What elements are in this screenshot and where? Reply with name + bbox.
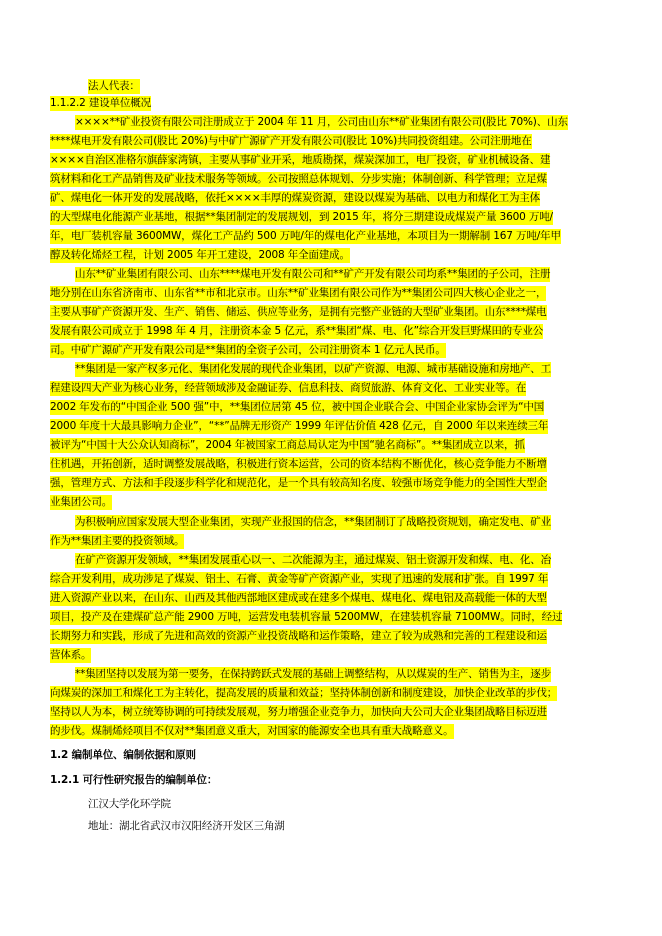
paragraph-line: 为积极响应国家发展大型企业集团，实现产业报国的信念，**集团制订了战略投资规划，确定发电、矿业	[75, 516, 551, 528]
paragraph-line: ××××自治区准格尔旗薛家湾镇，主要从事矿业开采，地质勘探，煤炭深加工，电厂投资，矿业机械设备、建	[50, 154, 551, 166]
paragraph-line: 主要从事矿产资源开发、生产、销售、储运、供应等业务，是拥有完整产业链的大型矿业集团。山东****煤电	[50, 306, 547, 318]
paragraph-line: 矿、煤电化一体开发的发展战略，依托××××丰厚的煤炭资源，建设以煤炭为基础、以电力和煤化工为主体	[50, 192, 540, 204]
paragraph-line: 筑材料和化工产品销售及矿业技术服务等领域。公司按照总体规划、分步实施；体制创新、科学管理；立足煤	[50, 173, 547, 185]
paragraph-line: 年，电厂装机容量 3600MW，煤化工产品约 500 万吨/年的煤电化产业基地，本项目为一期解制 167 万吨/年甲	[50, 230, 561, 242]
paragraph-line: 进入资源产业以来，在山东、山西及其他西部地区建成或在建多个煤电、煤电化、煤电铝及高载能一体的大型	[50, 592, 547, 604]
paragraph-line: 2002 年发布的“中国企业 500 强”中，**集团位居第 45 位，被中国企业联合会、中国企业家协会评为“中国	[50, 401, 545, 413]
section-heading-1-1-2-2: 1.1.2.2 建设单位概况	[50, 97, 151, 109]
paragraph-line: 综合开发利用，成功涉足了煤炭、铝土、石膏、黄金等矿产资源产业，实现了迅速的发展和扩张。自 1997 年	[50, 573, 549, 585]
section-heading-1-2: 1.2 编制单位、编制依据和原则	[50, 749, 196, 761]
paragraph-line: 住机遇，开拓创新，适时调整发展战略，积极进行资本运营，公司的资本结构不断优化，核心竞争能力不断增	[50, 458, 547, 470]
paragraph-line: 司。中矿广源矿产开发有限公司是**集团的全资子公司，公司注册资本 1 亿元人民币。	[50, 344, 446, 356]
paragraph-line: 坚持以人为本，树立统筹协调的可持续发展观，努力增强企业竞争力，加快向大公司大企业集团战略目标迈进	[50, 706, 547, 718]
paragraph-line: ****煤电开发有限公司(股比 20%)与中矿广源矿产开发有限公司(股比 10%)共同投资组建。公司注册地在	[50, 135, 532, 147]
paragraph-line: 地分别在山东省济南市、山东省**市和北京市。山东**矿业集团有限公司作为**集团公司四大核心企业之一，	[50, 287, 547, 299]
paragraph-line: 程建设四大产业为核心业务，经营领域涉及金融证券、信息科技、商贸旅游、体育文化、工业实业等。在	[50, 382, 527, 394]
paragraph-line: **集团是一家产权多元化、集团化发展的现代企业集团，以矿产资源、电源、城市基础设施和房地产、工	[75, 363, 551, 375]
paragraph-line: 的大型煤电化能源产业基地，根据**集团制定的发展规划，到 2015 年，将分三期建设成煤炭产量 3600 万吨/	[50, 211, 553, 223]
paragraph-line: 被评为“中国十大公众认知商标”，2004 年被国家工商总局认定为中国“驰名商标”。**集团成立以来，抓	[50, 439, 525, 451]
paragraph-line: 的步伐。煤制烯烃项目不仅对**集团意义重大，对国家的能源安全也具有重大战略意义。	[50, 725, 454, 737]
section-heading-1-2-1: 1.2.1 可行性研究报告的编制单位：	[50, 774, 218, 786]
paragraph-line: **集团坚持以发展为第一要务，在保持跨跃式发展的基础上调整结构，从以煤炭的生产、销售为主，逐步	[75, 668, 551, 680]
paragraph-line: ××××**矿业投资有限公司注册成立于 2004 年 11 月，公司由山东**矿业集团有限公司(股比 70%)、山东	[75, 116, 568, 128]
paragraph-line: 强，管理方式、方法和手段逐步科学化和规范化，是一个具有较高知名度、较强市场竞争能力的全国性大型企	[50, 477, 547, 489]
paragraph-line: 在矿产资源开发领域，**集团发展重心以一、二次能源为主，通过煤炭、铝土资源开发和煤、电、化、冶	[75, 554, 551, 566]
paragraph-line: 山东**矿业集团有限公司、山东****煤电开发有限公司和**矿产开发有限公司均系**集团的子公司，注册	[75, 268, 551, 280]
legal-representative-label: 法人代表：	[88, 80, 140, 92]
paragraph-line: 业集团公司。	[50, 496, 113, 508]
unit-address: 地址：湖北省武汉市汉阳经济开发区三角湖	[88, 820, 285, 832]
paragraph-line: 长期努力和实践，形成了先进和高效的资源产业投资战略和运作策略，建立了较为成熟和完善的工程建设和运	[50, 630, 547, 642]
paragraph-line: 向煤炭的深加工和煤化工为主转化，提高发展的质量和效益；坚持体制创新和制度建设，加快企业改革的步伐；	[50, 687, 558, 699]
paragraph-line: 醇及转化烯烃工程，计划 2005 年开工建设，2008 年全面建成。	[50, 249, 350, 261]
unit-name: 江汉大学化环学院	[88, 798, 171, 810]
paragraph-line: 项目，投产及在建煤矿总产能 2900 万吨，运营发电装机容量 5200MW，在建装机容量 7100MW。同时，经过	[50, 611, 563, 623]
paragraph-line: 2000 年度十大最具影响力企业”，“**”品牌无形资产 1999 年评估价值 428 亿元，自 2000 年以来连续三年	[50, 420, 549, 432]
paragraph-line: 营体系。	[50, 649, 92, 661]
paragraph-line: 作为**集团主要的投资领域。	[50, 535, 185, 547]
paragraph-line: 发展有限公司成立于 1998 年 4 月，注册资本金 5 亿元，系**集团“煤、电、化”综合开发巨野煤田的专业公	[50, 325, 544, 337]
